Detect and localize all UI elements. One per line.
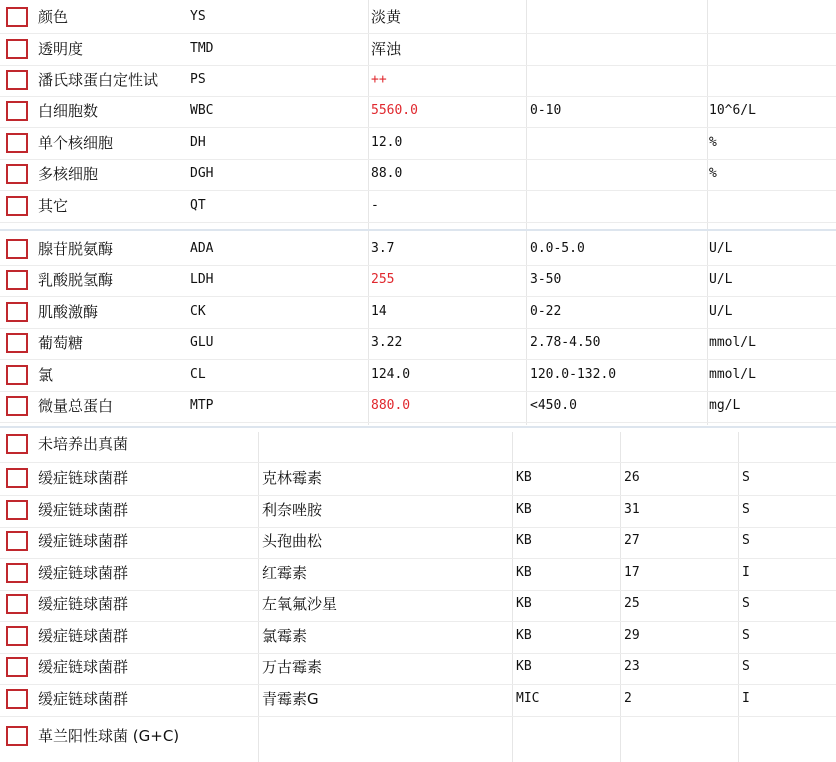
fluid-test-checkbox[interactable]: [6, 7, 28, 27]
test-name: 白细胞数: [38, 102, 99, 120]
test-code: DH: [190, 135, 206, 150]
susceptibility-row: [0, 468, 836, 490]
test-unit: %: [709, 135, 717, 150]
test-code: ADA: [190, 241, 214, 256]
test-value: 3.7: [371, 241, 395, 256]
fluid-test-checkbox[interactable]: [6, 133, 28, 153]
test-code: TMD: [190, 41, 214, 56]
susceptibility-checkbox[interactable]: [6, 626, 28, 646]
biochem-test-checkbox[interactable]: [6, 333, 28, 353]
test-value: 3.22: [371, 335, 403, 350]
test-value: 255: [371, 272, 395, 287]
biochem-test-checkbox[interactable]: [6, 270, 28, 290]
organism-name: 缓症链球菌群: [38, 627, 129, 645]
susceptibility-value: 26: [624, 470, 640, 485]
organism-name: 缓症链球菌群: [38, 690, 129, 708]
row-divider: [0, 653, 836, 654]
susceptibility-checkbox[interactable]: [6, 657, 28, 677]
test-method: KB: [516, 533, 532, 548]
test-name: 乳酸脱氢酶: [38, 271, 114, 289]
organism-name: 缓症链球菌群: [38, 564, 129, 582]
section-divider: [0, 229, 836, 231]
row-divider: [0, 296, 836, 297]
biochem-test-row: [0, 302, 836, 324]
test-name: 微量总蛋白: [38, 397, 114, 415]
reference-range: 0-10: [530, 103, 562, 118]
test-method: MIC: [516, 691, 540, 706]
fluid-test-row: [0, 164, 836, 186]
test-name: 多核细胞: [38, 165, 99, 183]
test-name: 肌酸激酶: [38, 303, 99, 321]
test-value: 14: [371, 304, 387, 319]
test-unit: mg/L: [709, 398, 741, 413]
test-code: PS: [190, 72, 206, 87]
interpretation: S: [742, 502, 750, 517]
test-method: KB: [516, 470, 532, 485]
reference-range: 0.0-5.0: [530, 241, 585, 256]
antibiotic-name: 万古霉素: [262, 658, 323, 676]
test-value: ++: [371, 72, 387, 87]
test-unit: mmol/L: [709, 335, 756, 350]
susceptibility-checkbox[interactable]: [6, 594, 28, 614]
test-code: MTP: [190, 398, 214, 413]
interpretation: S: [742, 628, 750, 643]
test-code: DGH: [190, 166, 214, 181]
test-method: KB: [516, 659, 532, 674]
susceptibility-row: [0, 500, 836, 522]
biochem-test-checkbox[interactable]: [6, 365, 28, 385]
test-name: 单个核细胞: [38, 134, 114, 152]
interpretation: S: [742, 596, 750, 611]
susceptibility-value: 29: [624, 628, 640, 643]
test-code: YS: [190, 9, 206, 24]
susceptibility-row: [0, 626, 836, 648]
fluid-test-row: [0, 70, 836, 92]
test-value: 880.0: [371, 398, 411, 413]
test-unit: %: [709, 166, 717, 181]
biochem-test-row: [0, 333, 836, 355]
antibiotic-name: 红霉素: [262, 564, 308, 582]
biochem-test-row: [0, 239, 836, 261]
test-name: 腺苷脱氨酶: [38, 240, 114, 258]
reference-range: 0-22: [530, 304, 562, 319]
susceptibility-value: 27: [624, 533, 640, 548]
biochem-test-row: [0, 270, 836, 292]
culture-header-row: [0, 434, 836, 456]
fluid-test-checkbox[interactable]: [6, 101, 28, 121]
organism-name: 缓症链球菌群: [38, 595, 129, 613]
antibiotic-name: 克林霉素: [262, 469, 323, 487]
test-method: KB: [516, 502, 532, 517]
test-method: KB: [516, 596, 532, 611]
test-unit: U/L: [709, 304, 733, 319]
interpretation: S: [742, 470, 750, 485]
test-value: 12.0: [371, 135, 403, 150]
test-unit: U/L: [709, 272, 733, 287]
section-divider: [0, 426, 836, 428]
row-divider: [0, 527, 836, 528]
biochem-test-checkbox[interactable]: [6, 396, 28, 416]
test-value: 浑浊: [371, 40, 402, 58]
test-name: 葡萄糖: [38, 334, 84, 352]
test-unit: 10^6/L: [709, 103, 756, 118]
test-value: -: [371, 198, 379, 213]
organism-name: 缓症链球菌群: [38, 469, 129, 487]
fluid-test-checkbox[interactable]: [6, 70, 28, 90]
reference-range: 2.78-4.50: [530, 335, 601, 350]
test-code: QT: [190, 198, 206, 213]
organism-name: 缓症链球菌群: [38, 658, 129, 676]
test-unit: U/L: [709, 241, 733, 256]
antibiotic-name: 头孢曲松: [262, 532, 323, 550]
row-divider: [0, 159, 836, 160]
test-name: 潘氏球蛋白定性试: [38, 71, 159, 89]
reference-range: 3-50: [530, 272, 562, 287]
reference-range: <450.0: [530, 398, 577, 413]
test-value: 淡黄: [371, 8, 402, 26]
row-divider: [0, 190, 836, 191]
row-divider: [0, 590, 836, 591]
susceptibility-row: [0, 657, 836, 679]
organism-name: 缓症链球菌群: [38, 532, 129, 550]
test-value: 124.0: [371, 367, 411, 382]
row-divider: [0, 328, 836, 329]
susceptibility-value: 17: [624, 565, 640, 580]
susceptibility-value: 2: [624, 691, 632, 706]
interpretation: S: [742, 533, 750, 548]
fluid-test-row: [0, 101, 836, 123]
row-divider: [0, 96, 836, 97]
susceptibility-checkbox[interactable]: [6, 500, 28, 520]
susceptibility-value: 23: [624, 659, 640, 674]
susceptibility-checkbox[interactable]: [6, 531, 28, 551]
interpretation: I: [742, 565, 750, 580]
fluid-test-row: [0, 39, 836, 61]
row-divider: [0, 127, 836, 128]
test-name: 颜色: [38, 8, 69, 26]
row-divider: [0, 621, 836, 622]
organism-name: 缓症链球菌群: [38, 501, 129, 519]
fluid-test-row: [0, 196, 836, 218]
row-divider: [0, 33, 836, 34]
test-unit: mmol/L: [709, 367, 756, 382]
susceptibility-value: 31: [624, 502, 640, 517]
test-name: 其它: [38, 197, 69, 215]
row-divider: [0, 558, 836, 559]
test-value: 5560.0: [371, 103, 418, 118]
biochem-test-row: [0, 365, 836, 387]
row-divider: [0, 222, 836, 223]
interpretation: S: [742, 659, 750, 674]
susceptibility-row: [0, 689, 836, 711]
antibiotic-name: 左氧氟沙星: [262, 595, 338, 613]
row-divider: [0, 359, 836, 360]
test-method: KB: [516, 565, 532, 580]
antibiotic-name: 青霉素G: [262, 690, 319, 708]
row-divider: [0, 495, 836, 496]
row-divider: [0, 391, 836, 392]
susceptibility-row: [0, 563, 836, 585]
susceptibility-checkbox[interactable]: [6, 563, 28, 583]
fluid-test-checkbox[interactable]: [6, 39, 28, 59]
row-divider: [0, 462, 836, 463]
fluid-test-row: [0, 133, 836, 155]
row-divider: [0, 265, 836, 266]
culture-result-label: 未培养出真菌: [38, 435, 129, 453]
fluid-test-checkbox[interactable]: [6, 196, 28, 216]
culture-header-checkbox[interactable]: [6, 434, 28, 454]
test-code: WBC: [190, 103, 214, 118]
fluid-test-row: [0, 7, 836, 29]
susceptibility-row: [0, 594, 836, 616]
test-code: LDH: [190, 272, 214, 287]
biochem-test-checkbox[interactable]: [6, 302, 28, 322]
test-code: GLU: [190, 335, 214, 350]
gram-stain-checkbox[interactable]: [6, 726, 28, 746]
antibiotic-name: 利奈唑胺: [262, 501, 323, 519]
test-name: 氯: [38, 366, 54, 384]
susceptibility-checkbox[interactable]: [6, 689, 28, 709]
test-name: 透明度: [38, 40, 84, 58]
test-code: CK: [190, 304, 206, 319]
biochem-test-checkbox[interactable]: [6, 239, 28, 259]
antibiotic-name: 氯霉素: [262, 627, 308, 645]
row-divider: [0, 716, 836, 717]
row-divider: [0, 422, 836, 423]
susceptibility-checkbox[interactable]: [6, 468, 28, 488]
gram-stain-result: 革兰阳性球菌 (G+C): [38, 727, 180, 745]
fluid-test-checkbox[interactable]: [6, 164, 28, 184]
susceptibility-row: [0, 531, 836, 553]
row-divider: [0, 65, 836, 66]
reference-range: 120.0-132.0: [530, 367, 617, 382]
test-code: CL: [190, 367, 206, 382]
interpretation: I: [742, 691, 750, 706]
test-method: KB: [516, 628, 532, 643]
gram-stain-row: [0, 726, 836, 748]
test-value: 88.0: [371, 166, 403, 181]
susceptibility-value: 25: [624, 596, 640, 611]
biochem-test-row: [0, 396, 836, 418]
row-divider: [0, 684, 836, 685]
